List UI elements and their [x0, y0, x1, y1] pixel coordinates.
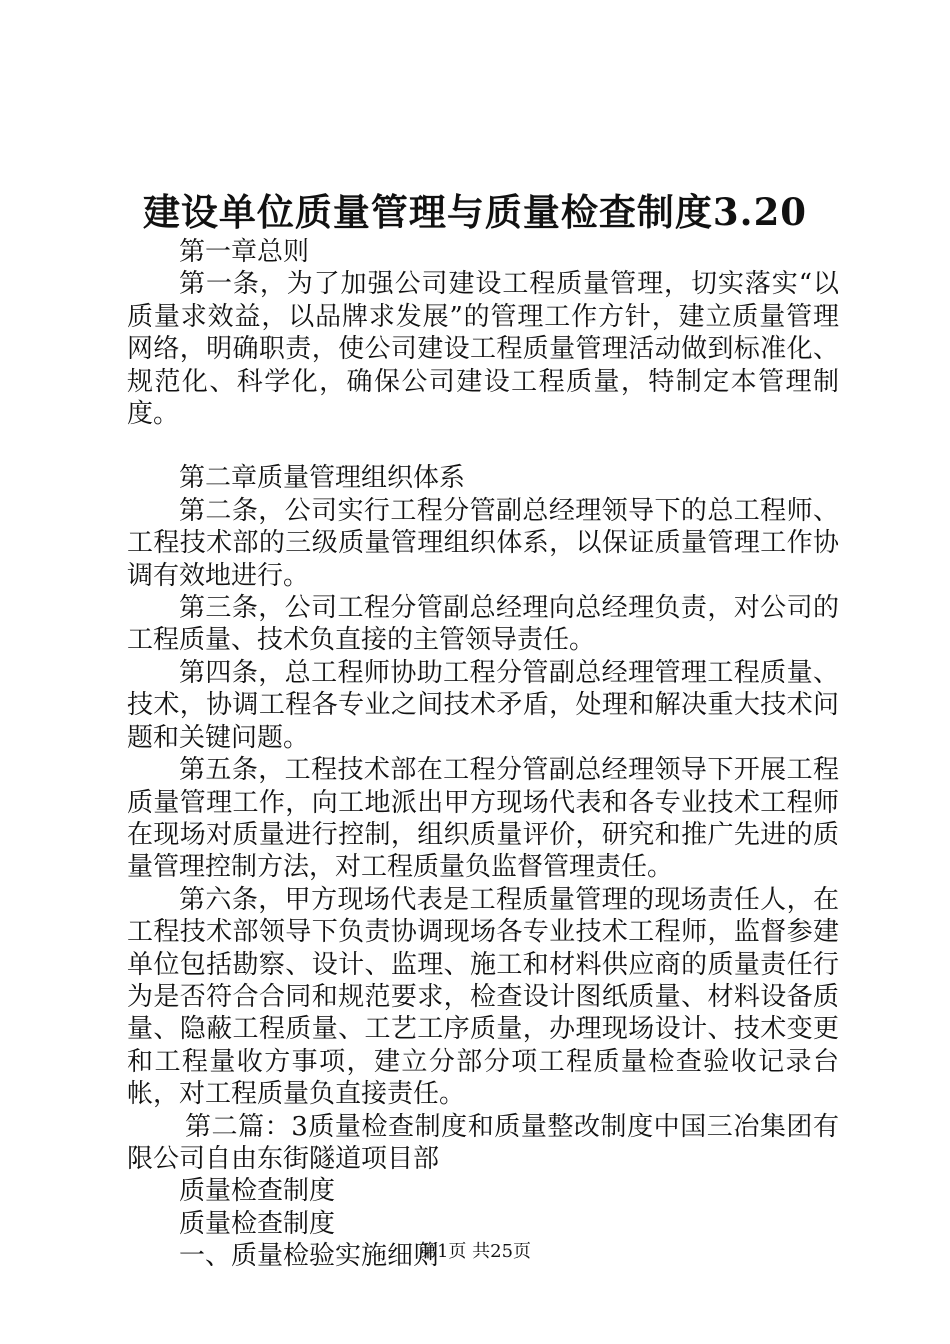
paragraph: 第一条，为了加强公司建设工程质量管理，切实落实“以质量求效益，以品牌求发展”的管理工作方针，建立质量管理网络，明确职责，使公司建设工程质量管理活动做到标准化、规范化、科学化，确保公司建设工程质量，特制定本管理制度。 — [127, 269, 839, 430]
paragraph: 第二条，公司实行工程分管副总经理领导下的总工程师、工程技术部的三级质量管理组织体系，以保证质量管理工作协调有效地进行。 — [127, 495, 839, 591]
page-number-footer: 第1页 共25页 — [418, 1241, 532, 1262]
paragraph: 第五条，工程技术部在工程分管副总经理领导下开展工程质量管理工作，向工地派出甲方现场代表和各专业技术工程师在现场对质量进行控制，组织质量评价，研究和推广先进的质量管理控制方法，对工程质量负监督管理责任。 — [127, 755, 839, 883]
paragraph: 第六条，甲方现场代表是工程质量管理的现场责任人，在工程技术部领导下负责协调现场各专业技术工程师，监督参建单位包括勘察、设计、监理、施工和材料供应商的质量责任行为是否符合合同和规范要求，检查设计图纸质量、材料设备质量、隐蔽工程质量、工艺工序质量，办理现场设计、技术变更和工程量收方事项，建立分部分项工程质量检查验收记录台帐，对工程质量负直接责任。 — [127, 884, 839, 1110]
paragraph: 第四条，总工程师协助工程分管副总经理管理工程质量、技术，协调工程各专业之间技术矛盾，处理和解决重大技术问题和关键问题。 — [127, 657, 839, 753]
section-heading: 质量检查制度 — [179, 1208, 336, 1239]
document-body — [127, 236, 839, 1273]
paragraph: 第三条，公司工程分管副总经理向总经理负责，对公司的工程质量、技术负直接的主管领导责任。 — [127, 593, 839, 656]
chapter-heading: 第一章总则 — [179, 237, 310, 267]
document-title: 建设单位质量管理与质量检查制度3.20 — [142, 190, 808, 234]
section-heading: 一、质量检验实施细则 — [179, 1241, 440, 1272]
section-heading: 第二篇：3质量检查制度和质量整改制度中国三冶集团有限公司自由东街隧道项目部 — [127, 1111, 839, 1174]
chapter-heading: 第二章质量管理组织体系 — [179, 463, 466, 494]
section-heading: 质量检查制度 — [179, 1176, 336, 1207]
